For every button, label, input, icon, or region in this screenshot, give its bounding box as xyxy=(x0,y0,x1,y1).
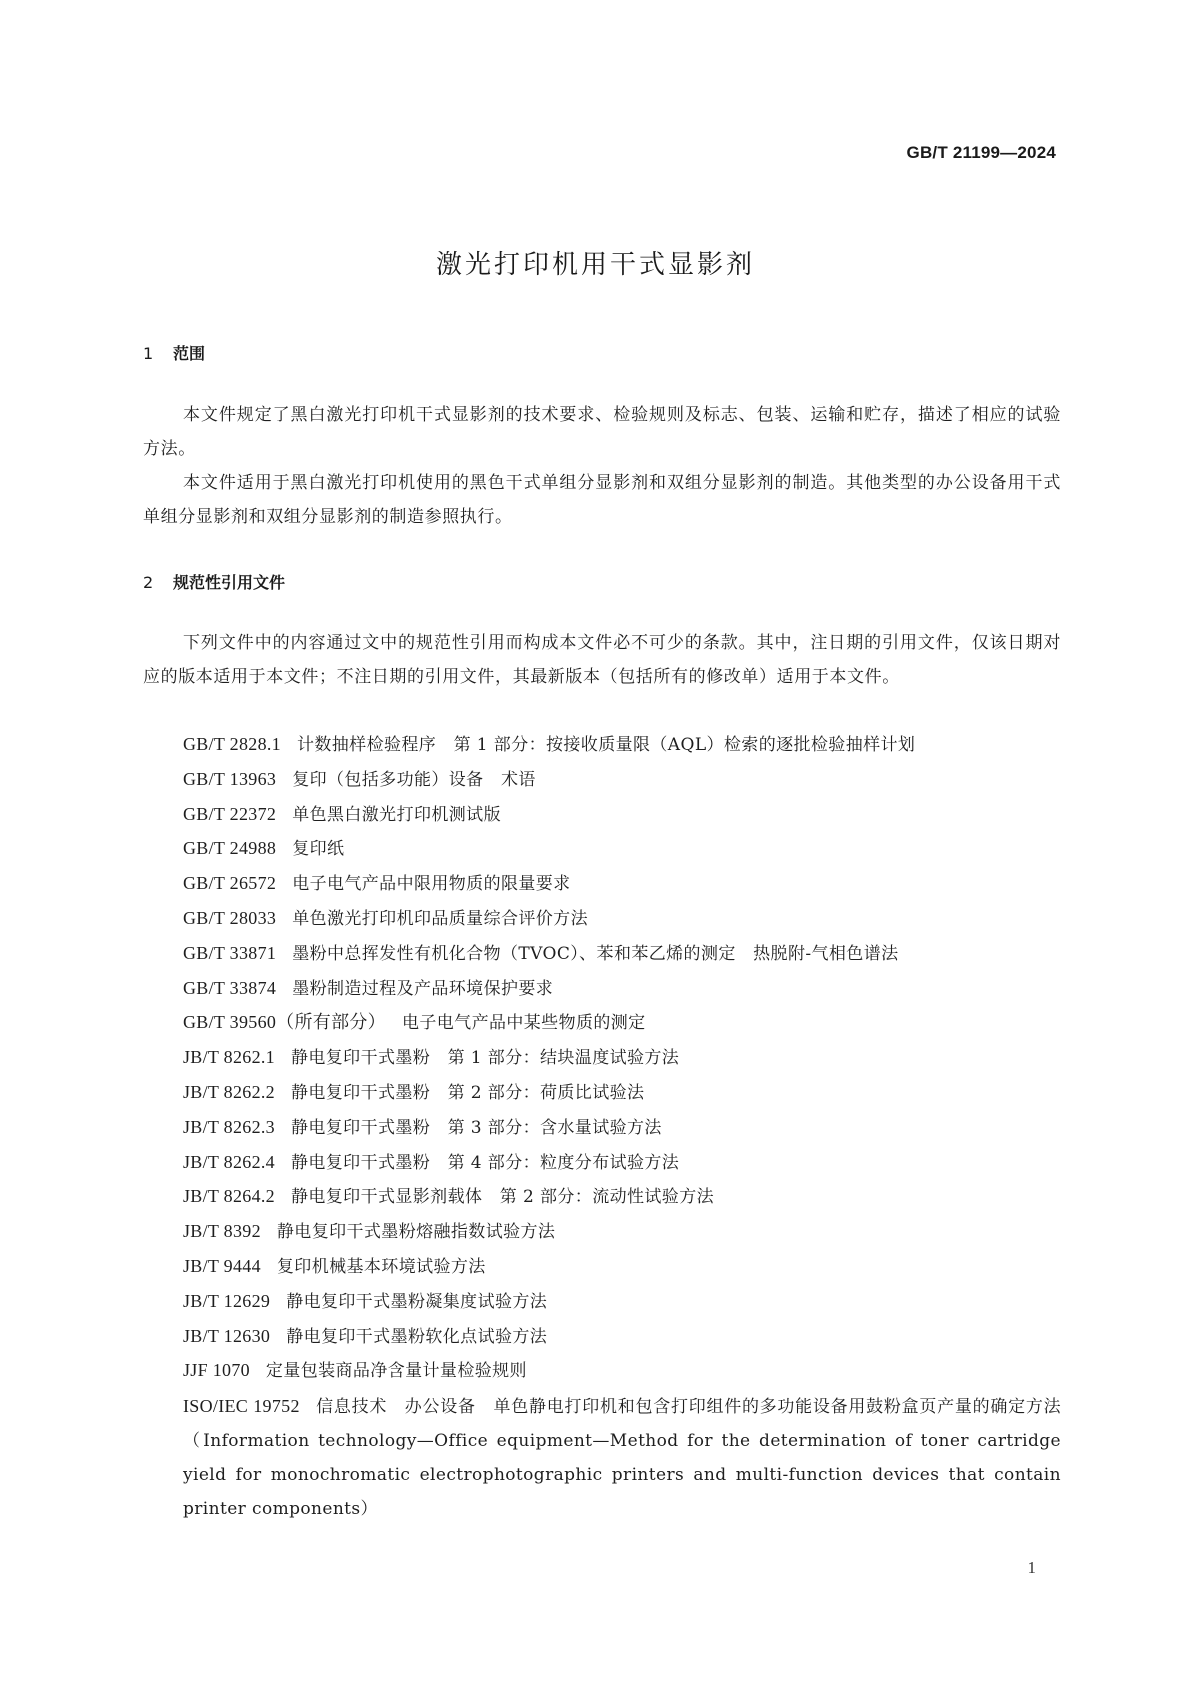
reference-code: JB/T 8262.2 xyxy=(183,1081,275,1102)
reference-code: GB/T 28033 xyxy=(183,907,277,928)
reference-list xyxy=(143,728,1061,1526)
reference-code: GB/T 39560（所有部分） xyxy=(183,1012,386,1033)
reference-item xyxy=(143,1111,1061,1146)
reference-code: GB/T 2828.1 xyxy=(183,734,281,754)
reference-title: 单色激光打印机印品质量综合评价方法 xyxy=(292,908,588,929)
reference-item xyxy=(143,1215,1061,1250)
reference-title: 静电复印干式墨粉软化点试验方法 xyxy=(286,1326,548,1347)
reference-code: ISO/IEC 19752 xyxy=(183,1396,300,1417)
reference-item xyxy=(143,763,1061,798)
reference-code: GB/T 33871 xyxy=(183,942,277,963)
reference-title: 墨粉中总挥发性有机化合物（TVOC）、苯和苯乙烯的测定 热脱附-气相色谱法 xyxy=(292,943,899,964)
reference-title: 复印机械基本环境试验方法 xyxy=(276,1256,486,1277)
section-number: 1 xyxy=(143,344,154,363)
reference-code: JB/T 8262.3 xyxy=(183,1116,275,1137)
reference-code: GB/T 26572 xyxy=(183,873,277,894)
reference-item xyxy=(143,1389,1061,1526)
reference-item xyxy=(143,1320,1061,1355)
section-number: 2 xyxy=(143,573,154,592)
section-heading-scope xyxy=(143,341,205,364)
reference-title: 定量包装商品净含量计量检验规则 xyxy=(265,1361,527,1382)
reference-title: 静电复印干式墨粉 第 4 部分：粒度分布试验方法 xyxy=(290,1152,680,1173)
reference-code: GB/T 22372 xyxy=(183,803,277,824)
scope-paragraph: 本文件规定了黑白激光打印机干式显影剂的技术要求、检验规则及标志、包装、运输和贮存，描述了相应的试验方法。 xyxy=(143,405,1061,459)
reference-item xyxy=(143,798,1061,833)
reference-title: 墨粉制造过程及产品环境保护要求 xyxy=(292,978,554,999)
reference-item xyxy=(143,1041,1061,1076)
reference-code: JB/T 8262.1 xyxy=(183,1047,275,1068)
section-title: 规范性引用文件 xyxy=(173,573,286,592)
reference-item xyxy=(143,937,1061,972)
reference-code: JJF 1070 xyxy=(183,1360,250,1381)
reference-item xyxy=(143,728,1061,763)
reference-item xyxy=(143,972,1061,1007)
reference-item xyxy=(143,1354,1061,1389)
reference-code: JB/T 8264.2 xyxy=(183,1186,275,1207)
section-title: 范围 xyxy=(173,344,206,363)
section-heading-normative-references xyxy=(143,570,285,593)
reference-item xyxy=(143,1146,1061,1181)
standard-code: GB/T 21199—2024 xyxy=(906,143,1056,162)
reference-code: JB/T 8262.4 xyxy=(183,1151,275,1172)
reference-title: 计数抽样检验程序 第 1 部分：按接收质量限（AQL）检索的逐批检验抽样计划 xyxy=(296,735,916,755)
reference-title: 复印（包括多功能）设备 术语 xyxy=(292,769,536,790)
reference-title: 静电复印干式墨粉 第 3 部分：含水量试验方法 xyxy=(290,1117,662,1138)
reference-title: 电子电气产品中限用物质的限量要求 xyxy=(292,874,571,895)
reference-item xyxy=(143,867,1061,902)
reference-title: 静电复印干式墨粉 第 1 部分：结块温度试验方法 xyxy=(290,1048,680,1069)
reference-item xyxy=(143,1180,1061,1215)
reference-code: JB/T 12629 xyxy=(183,1290,271,1311)
reference-title: 静电复印干式显影剂载体 第 2 部分：流动性试验方法 xyxy=(290,1187,715,1208)
reference-item xyxy=(143,832,1061,867)
reference-title: 复印纸 xyxy=(292,839,345,860)
reference-code: GB/T 13963 xyxy=(183,768,277,789)
reference-title: 静电复印干式墨粉 第 2 部分：荷质比试验法 xyxy=(290,1082,645,1103)
reference-item xyxy=(143,1250,1061,1285)
reference-code: JB/T 9444 xyxy=(183,1255,261,1276)
reference-item xyxy=(143,1076,1061,1111)
references-intro-paragraph: 下列文件中的内容通过文中的规范性引用而构成本文件必不可少的条款。其中，注日期的引用文件，仅该日期对应的版本适用于本文件；不注日期的引用文件，其最新版本（包括所有的修改单）适用于本文件。 xyxy=(143,633,1061,687)
reference-title: 信息技术 办公设备 单色静电打印机和包含打印组件的多功能设备用鼓粉盒页产量的确定方法（Information technology—Office equipment—Method for the determination of toner cartridge yield for monochromatic electrophotographic printers and multi-function devices that contain printer components） xyxy=(183,1397,1061,1520)
reference-code: JB/T 8392 xyxy=(183,1221,261,1242)
reference-item xyxy=(143,1285,1061,1320)
reference-title: 静电复印干式墨粉凝集度试验方法 xyxy=(286,1291,548,1312)
reference-title: 静电复印干式墨粉熔融指数试验方法 xyxy=(276,1222,556,1243)
reference-code: GB/T 24988 xyxy=(183,838,277,859)
document-title: 激光打印机用干式显影剂 xyxy=(435,250,755,280)
reference-title: 单色黑白激光打印机测试版 xyxy=(292,804,501,825)
page-number: 1 xyxy=(1027,1558,1036,1577)
reference-code: JB/T 12630 xyxy=(183,1325,271,1346)
reference-item xyxy=(143,902,1061,937)
reference-title: 电子电气产品中某些物质的测定 xyxy=(401,1013,646,1034)
reference-item xyxy=(143,1006,1061,1041)
reference-code: GB/T 33874 xyxy=(183,977,277,998)
applicability-paragraph: 本文件适用于黑白激光打印机使用的黑色干式单组分显影剂和双组分显影剂的制造。其他类型的办公设备用干式单组分显影剂和双组分显影剂的制造参照执行。 xyxy=(143,473,1061,527)
